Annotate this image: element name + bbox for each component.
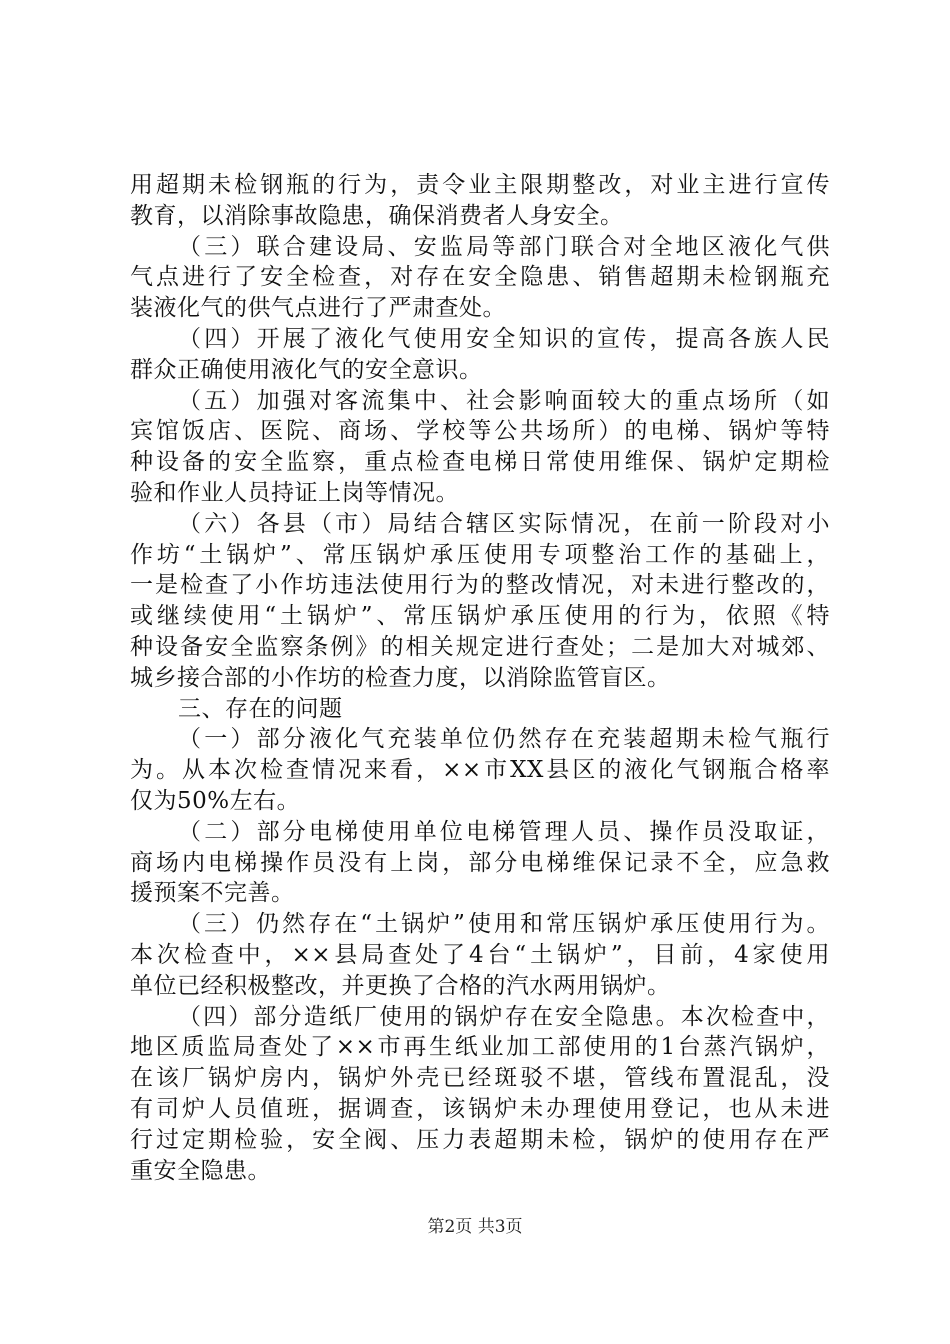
text-line: 重安全隐患。 [130,1157,271,1184]
text-line: 用超期未检钢瓶的行为，责令业主限期整改，对业主进行宣传 [130,172,830,198]
text-line: 地区质监局查处了××市再生纸业加工部使用的1台蒸汽锅炉， [130,1034,830,1061]
text-line: 在该厂锅炉房内，锅炉外壳已经斑驳不堪，管线布置混乱，没 [130,1065,830,1092]
text-line: （六）各县（市）局结合辖区实际情况，在前一阶段对小 [178,510,830,537]
text-line: （五）加强对客流集中、社会影响面较大的重点场所（如 [178,387,830,414]
text-line: （三）联合建设局、安监局等部门联合对全地区液化气供 [178,233,830,260]
text-line: 气点进行了安全检查，对存在安全隐患、销售超期未检钢瓶充 [130,264,830,291]
text-line: 教育，以消除事故隐患，确保消费者人身安全。 [130,202,624,229]
text-line: 群众正确使用液化气的安全意识。 [130,356,483,383]
text-line: 援预案不完善。 [130,880,295,907]
text-line: 验和作业人员持证上岗等情况。 [130,479,459,506]
text-line: 有司炉人员值班，据调查，该锅炉未办理使用登记，也从未进 [130,1095,830,1122]
text-line: 仅为50%左右。 [130,787,301,814]
text-line: 一是检查了小作坊违法使用行为的整改情况，对未进行整改的， [130,572,830,599]
text-line: （一）部分液化气充装单位仍然存在充装超期未检气瓶行 [178,726,830,753]
text-line: 行过定期检验，安全阀、压力表超期未检，锅炉的使用存在严 [130,1126,830,1153]
text-line: 本次检查中，××县局查处了4台“土锅炉”，目前，4家使用 [130,941,830,968]
text-line: 种设备的安全监察，重点检查电梯日常使用维保、锅炉定期检 [130,449,830,476]
text-line: （四）部分造纸厂使用的锅炉存在安全隐患。本次检查中， [178,1003,830,1030]
document-body [130,170,830,1186]
text-line: （四）开展了液化气使用安全知识的宣传，提高各族人民 [178,325,830,352]
text-line: 商场内电梯操作员没有上岗，部分电梯维保记录不全，应急救 [130,849,830,876]
text-line: 为。从本次检查情况来看，××市XX县区的液化气钢瓶合格率 [130,757,830,784]
text-line: 种设备安全监察条例》的相关规定进行查处；二是加大对城郊、 [130,633,830,660]
text-line: （三）仍然存在“土锅炉”使用和常压锅炉承压使用行为。 [178,911,830,938]
text-line: 单位已经积极整改，并更换了合格的汽水两用锅炉。 [130,972,671,999]
text-line: 宾馆饭店、医院、商场、学校等公共场所）的电梯、锅炉等特 [130,418,830,445]
text-line: 或继续使用“土锅炉”、常压锅炉承压使用的行为，依照《特 [130,603,830,630]
text-line: 装液化气的供气点进行了严肃查处。 [130,295,506,322]
text-line: 城乡接合部的小作坊的检查力度，以消除监管盲区。 [130,664,671,691]
text-line: 三、存在的问题 [178,695,343,722]
text-line: （二）部分电梯使用单位电梯管理人员、操作员没取证， [178,818,830,845]
page-footer: 第2页 共3页 [427,1217,523,1237]
text-line: 作坊“土锅炉”、常压锅炉承压使用专项整治工作的基础上， [130,541,830,568]
